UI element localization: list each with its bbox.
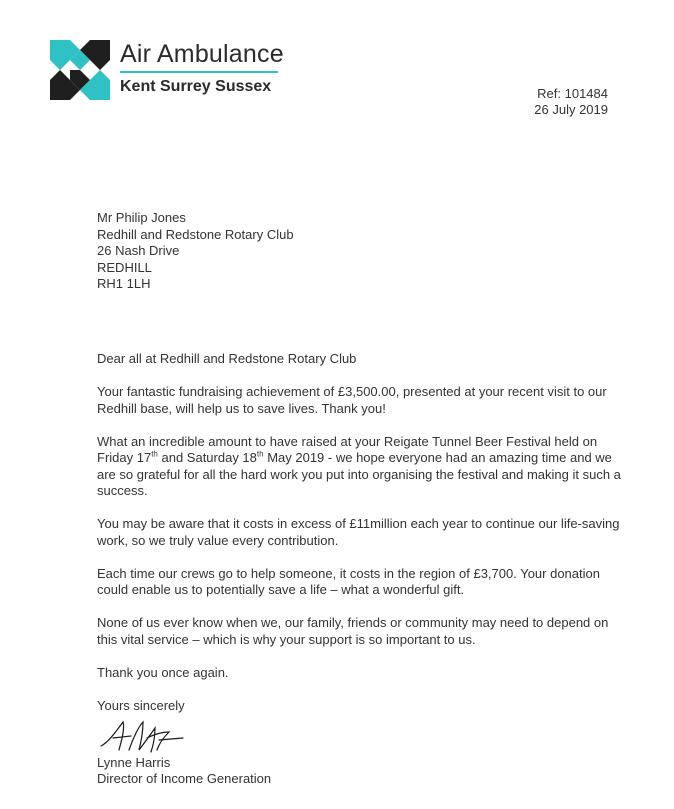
paragraph-thanks-again: Thank you once again. xyxy=(97,664,229,680)
recipient-address xyxy=(97,210,294,293)
org-region: Kent Surrey Sussex xyxy=(120,78,272,95)
paragraph-festival-part: What an incredible amount to have raised at your Reigate Tunnel Beer Festival held on Friday 17 xyxy=(97,433,598,465)
ordinal-suffix: th xyxy=(256,449,264,459)
paragraph-thanks: Your fantastic fundraising achievement of £3,500.00, presented at your recent visit to our Redhill base, will help us to save lives. Thank you! xyxy=(97,384,607,416)
paragraph-festival xyxy=(97,434,627,500)
org-name: Air Ambulance xyxy=(120,40,284,68)
address-line: REDHILL xyxy=(97,259,152,275)
salutation: Dear all at Redhill and Redstone Rotary Club xyxy=(97,351,357,366)
address-line: Mr Philip Jones xyxy=(97,210,186,225)
signatory-name: Lynne Harris xyxy=(97,755,171,770)
paragraph-costs: You may be aware that it costs in excess of £11million each year to continue our life-saving work, so we truly value every contribution. xyxy=(97,516,620,548)
address-line: 26 Nash Drive xyxy=(97,243,180,258)
paragraph-festival-part: and Saturday 18 xyxy=(157,450,257,465)
reference-block xyxy=(534,86,608,118)
handwritten-signature xyxy=(99,716,185,756)
cross-x-logo-icon xyxy=(48,38,112,102)
paragraph-festival-part: May 2019 - we hope everyone had an amazing time and we are so grateful for all the hard work you put into organising the festival and making it such a success. xyxy=(97,450,621,498)
paragraph-support: None of us ever know when we, our family, friends or community may need to depend on this vital service – which is why your support is so important to us. xyxy=(97,615,609,647)
address-line: RH1 1LH xyxy=(97,276,151,291)
letter-date: 26 July 2019 xyxy=(534,102,608,117)
closing: Yours sincerely xyxy=(97,697,185,713)
address-line: Redhill and Redstone Rotary Club xyxy=(97,226,294,242)
brand-divider xyxy=(120,71,278,73)
paragraph-crews: Each time our crews go to help someone, it costs in the region of £3,700. Your donation could enable us to potentially save a life – what a wonderful gift. xyxy=(97,565,600,597)
ordinal-suffix: th xyxy=(151,449,158,459)
letter-body xyxy=(97,351,627,731)
signatory-title: Director of Income Generation xyxy=(97,771,272,786)
reference-number: Ref: 101484 xyxy=(537,86,608,101)
signatory-block xyxy=(97,755,271,787)
